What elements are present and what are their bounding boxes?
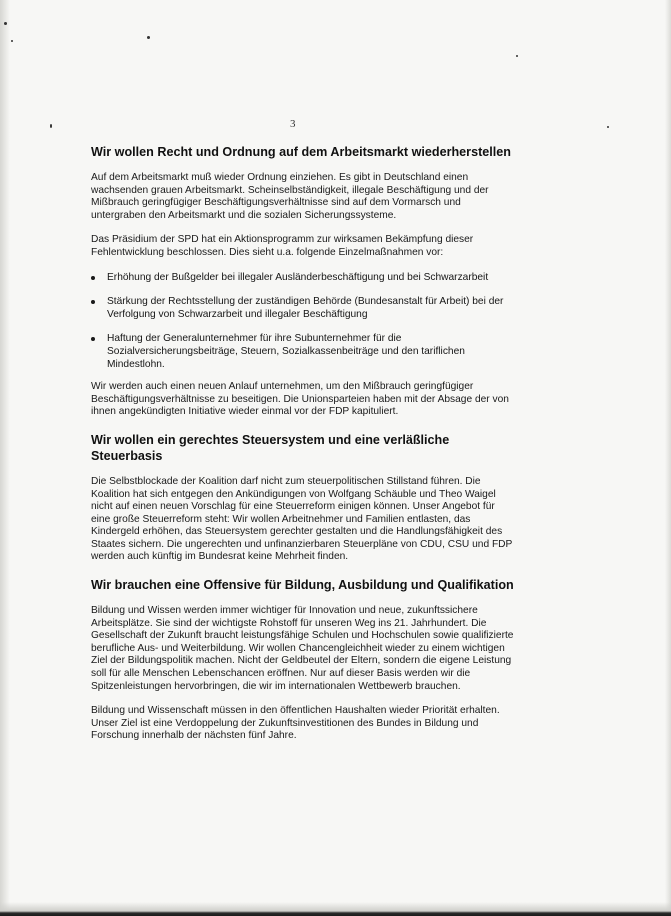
page-number: 3 bbox=[290, 118, 296, 130]
list-item bbox=[91, 296, 515, 321]
scan-speck bbox=[147, 36, 150, 39]
list-item bbox=[91, 333, 515, 371]
section-heading: Wir brauchen eine Offensive für Bildung, Ausbildung und Qualifikation bbox=[91, 578, 514, 593]
bullet-icon bbox=[91, 300, 95, 304]
paragraph: Bildung und Wissenschaft müssen in den öffentlichen Haushalten wieder Priorität erhalten. Unser Ziel ist eine Verdoppelung der Zukunftsinvestitionen des Bundes in Bildung und Forschung innerhalb der nächsten fünf Jahre. bbox=[91, 705, 500, 742]
bullet-list bbox=[91, 272, 515, 372]
section-heading: Wir wollen Recht und Ordnung auf dem Arbeitsmarkt wiederherstellen bbox=[91, 145, 511, 159]
scan-edge-right bbox=[665, 0, 671, 916]
scan-speck bbox=[11, 40, 13, 42]
paragraph: Das Präsidium der SPD hat ein Aktionsprogramm zur wirksamen Bekämpfung dieser Fehlentwicklung beschlossen. Dies sieht u.a. folgende Einzelmaßnahmen vor: bbox=[91, 234, 474, 258]
scan-speck bbox=[516, 55, 518, 57]
list-item bbox=[91, 272, 515, 285]
document-body bbox=[91, 144, 515, 743]
paragraph: Die Selbstblockade der Koalition darf nicht zum steuerpolitischen Stillstand führen. Die Koalition hat sich entgegen den Ankündigungen von Wolfgang Schäuble und Theo Waigel nicht auf einen neuen Vorschlag für eine Steuerreform einigen können. Unser Angebot für eine große Steuerreform steht: Wir wollen Arbeitnehmer und Familien entlasten, das Kindergeld erhöhen, das Steuersystem gerechter gestalten und die Handlungsfähigkeit des Staates sichern. Die ungerechten und unfinanzierbaren Steuerpläne von CDU, CSU und FDP werden auch künftig im Bundesrat keine Mehrheit finden. bbox=[91, 475, 513, 563]
scan-speck bbox=[607, 126, 609, 128]
section-heading: Wir wollen ein gerechtes Steuersystem und eine verläßliche Steuerbasis bbox=[91, 432, 450, 463]
paragraph: Wir werden auch einen neuen Anlauf unternehmen, um den Mißbrauch geringfügiger Beschäftigungsverhältnisse zu beseitigen. Die Unionsparteien haben mit der Absage der von ihnen angekündigten Initiative wieder einmal vor der FDP kapituliert. bbox=[91, 381, 509, 418]
list-item-text: Haftung der Generalunternehmer für ihre Subunternehmer für die Sozialversicherungsbeiträge, Steuern, Sozialkassenbeiträge und den tariflichen Mindestlohn. bbox=[107, 333, 465, 370]
scan-speck bbox=[50, 124, 52, 128]
list-item-text: Erhöhung der Bußgelder bei illegaler Ausländerbeschäftigung und bei Schwarzarbeit bbox=[107, 271, 489, 283]
bullet-icon bbox=[91, 337, 95, 341]
paragraph: Bildung und Wissen werden immer wichtiger für Innovation und neue, zukunftssichere Arbeitsplätze. Sie sind der wichtigste Rohstoff für unseren Weg ins 21. Jahrhundert. Die Gesellschaft der Zukunft braucht leistungsfähige Schulen und Hochschulen sowie qualifizierte berufliche Aus- und Weiterbildung. Wir wollen Chancengleichheit wieder zu einem wichtigen Ziel der Bildungspolitik machen. Nicht der Geldbeutel der Eltern, sondern die eigene Leistung soll für alle Menschen Lebenschancen eröffnen. Nur auf dieser Basis werden wir die Spitzenleistungen hervorbringen, die wir im internationalen Wettbewerb brauchen. bbox=[91, 605, 514, 692]
bullet-icon bbox=[91, 276, 95, 280]
paragraph: Auf dem Arbeitsmarkt muß wieder Ordnung einziehen. Es gibt in Deutschland einen wachsenden grauen Arbeitsmarkt. Scheinselbständigkeit, illegale Beschäftigung und der Mißbrauch geringfügiger Beschäftigungsverhältnisse sind auf dem Vormarsch und untergraben den Arbeitsmarkt und die sozialen Sicherungssysteme. bbox=[91, 172, 489, 221]
scan-speck bbox=[4, 22, 7, 25]
scan-edge-left bbox=[0, 0, 10, 916]
scan-edge-bottom bbox=[0, 902, 671, 916]
list-item-text: Stärkung der Rechtsstellung der zuständigen Behörde (Bundesanstalt für Arbeit) bei der Verfolgung von Schwarzarbeit und illegaler Beschäftigung bbox=[107, 296, 504, 320]
